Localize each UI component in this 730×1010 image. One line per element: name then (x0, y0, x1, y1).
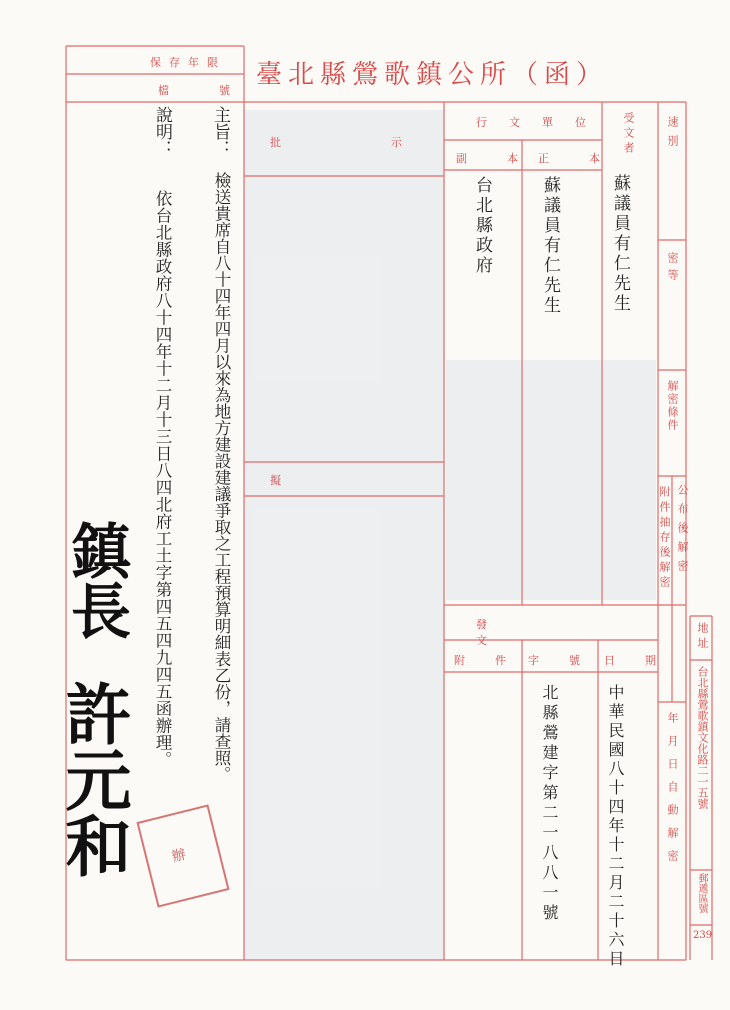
recipient-main: 蘇議員有仁先生 (540, 176, 560, 316)
recipient-label: 受文者 (622, 112, 635, 157)
file-number-label: 檔號 (158, 84, 280, 97)
attach-note: 附件抽存後解密 (658, 486, 671, 591)
speed-label: 速別 (666, 116, 679, 154)
public-note: 公布後解密 (676, 484, 689, 579)
secret-level-label: 密等 (666, 252, 679, 286)
issue-date: 中華民國八十四年十二月二十六日 (606, 684, 625, 969)
handle-label: 擬 (270, 474, 391, 487)
address: 台北縣鶯歌鎮文化路二一五號 (696, 666, 709, 809)
approve-label: 批示 (270, 136, 512, 149)
document-title: 臺北縣鶯歌鎮公所（函） (256, 60, 609, 90)
copy-labels-label: 副本 (456, 152, 558, 165)
zip-label: 郵遞區號 (696, 873, 707, 913)
number-label: 字號 (528, 654, 610, 667)
subject-text: 檢送貴席自八十四年四月以來為地方建設建議爭取之工程預算明細表乙份，請查照。 (212, 172, 231, 783)
attachment-label: 附件 (454, 654, 536, 667)
recipient-to: 蘇議員有仁先生 (610, 174, 630, 314)
zip-code: 239 (693, 930, 713, 941)
issuing-unit-label: 行文單位 (476, 116, 608, 129)
date-label: 日期 (604, 654, 686, 667)
explain-text: 依台北縣政府八十四年十二月十三日八四北府工土字第四五四九四五函辦理。 (153, 190, 172, 768)
retention-label: 保存年限 (150, 56, 226, 69)
explain-label: 說明： (152, 106, 172, 157)
issue-label: 發文 (476, 618, 607, 647)
recipient-copy: 台北縣政府 (472, 176, 492, 276)
signature-title: 鎮長 (61, 520, 131, 640)
subject-label: 主旨： (210, 106, 230, 157)
main-copy-label: 正本 (538, 152, 640, 165)
declass-label: 解密條件 (666, 380, 679, 432)
auto-declass-note: 年月日自動解密 (666, 712, 679, 873)
issue-number: 北縣鶯建字第二一八八一號 (540, 684, 559, 924)
office-seal: 辦 (136, 804, 229, 907)
signature-name: 許元和 (54, 680, 132, 878)
address-label: 地址 (696, 622, 709, 652)
